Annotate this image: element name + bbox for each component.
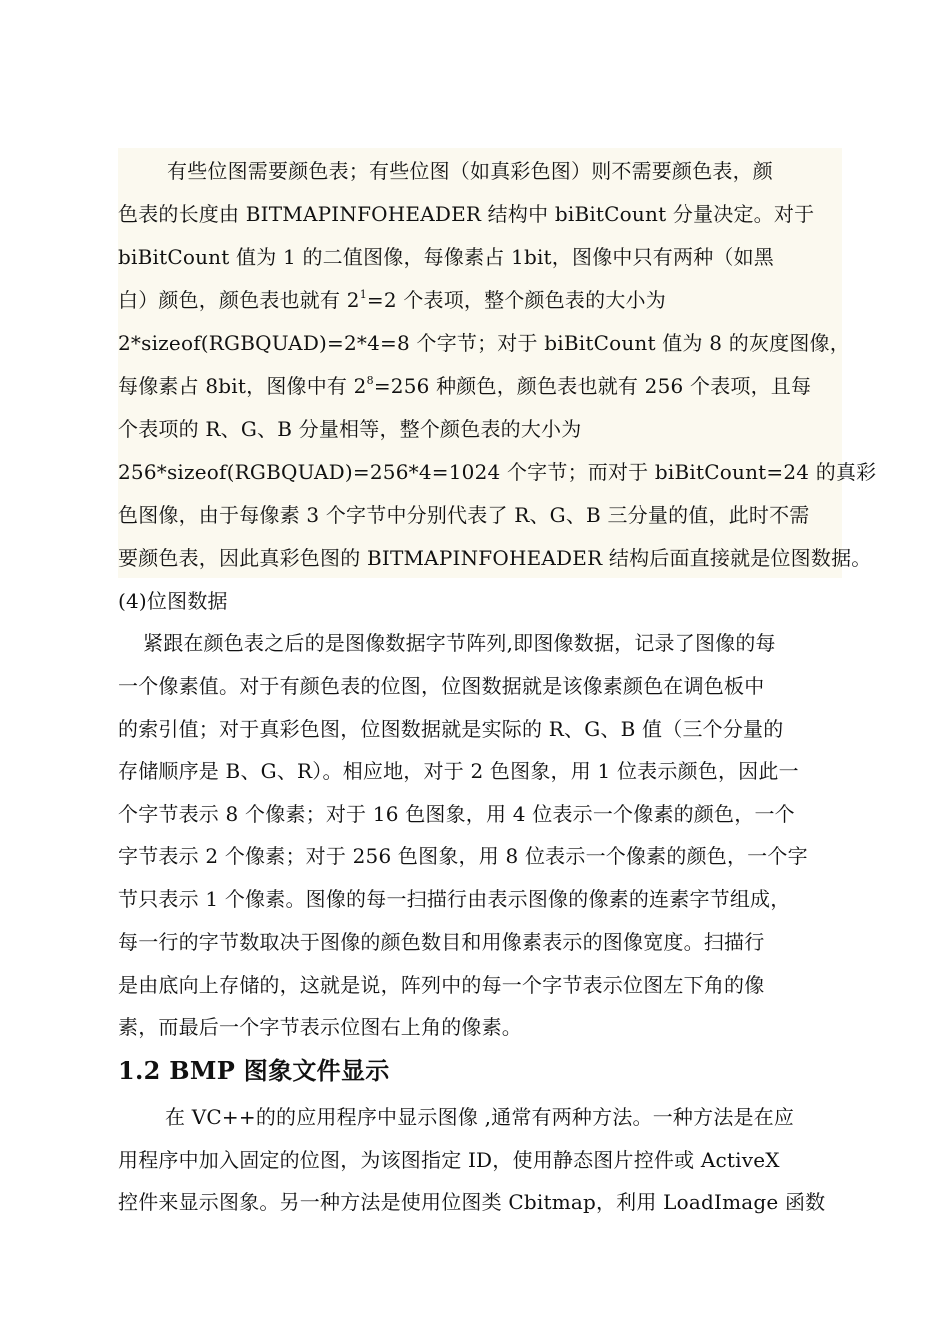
superscript: 8 <box>366 374 374 387</box>
section-title: (4)位图数据 <box>118 589 228 613</box>
text-fragment: 白）颜色，颜色表也就有 2 <box>118 288 360 312</box>
text-line: 要颜色表，因此真彩色图的 BITMAPINFOHEADER 结构后面直接就是位图数据。 <box>118 546 872 570</box>
text-line: 个字节表示 8 个像素；对于 16 色图象，用 4 位表示一个像素的颜色，一个 <box>118 802 795 826</box>
text-line: 紧跟在颜色表之后的是图像数据字节阵列,即图像数据，记录了图像的每 <box>143 631 776 655</box>
text-line: 控件来显示图象。另一种方法是使用位图类 Cbitmap，利用 LoadImage 函数 <box>118 1190 826 1214</box>
text-fragment: 每像素占 8bit，图像中有 2 <box>118 374 367 398</box>
text-line: 2*sizeof(RGBQUAD)=2*4=8 个字节；对于 biBitCount 值为 8 的灰度图像， <box>118 331 850 355</box>
text-line: 在 VC++的的应用程序中显示图像 ,通常有两种方法。一种方法是在应 <box>165 1105 795 1129</box>
text-line: 有些位图需要颜色表；有些位图（如真彩色图）则不需要颜色表，颜 <box>167 159 773 183</box>
text-line: 一个像素值。对于有颜色表的位图，位图数据就是该像素颜色在调色板中 <box>118 674 765 698</box>
superscript: 1 <box>359 288 367 301</box>
section-heading: 1.2 BMP 图象文件显示 <box>118 1056 390 1085</box>
text-line: 个表项的 R、G、B 分量相等，整个颜色表的大小为 <box>118 417 582 441</box>
text-line: 色图像，由于每像素 3 个字节中分别代表了 R、G、B 三分量的值，此时不需 <box>118 503 810 527</box>
text-line: 存储顺序是 B、G、R）。相应地，对于 2 色图象，用 1 位表示颜色，因此一 <box>118 759 799 783</box>
text-line-with-superscript <box>118 371 811 401</box>
text-line-with-superscript <box>118 285 666 315</box>
text-line: 字节表示 2 个像素；对于 256 色图象，用 8 位表示一个像素的颜色，一个字 <box>118 844 808 868</box>
text-line: 节只表示 1 个像素。图像的每一扫描行由表示图像的像素的连素字节组成， <box>118 887 791 911</box>
text-line: 色表的长度由 BITMAPINFOHEADER 结构中 biBitCount 分量决定。对于 <box>118 202 815 226</box>
text-line: 每一行的字节数取决于图像的颜色数目和用像素表示的图像宽度。扫描行 <box>118 930 765 954</box>
text-fragment: =256 种颜色，颜色表也就有 256 个表项，且每 <box>373 374 812 398</box>
text-line: 是由底向上存储的，这就是说，阵列中的每一个字节表示位图左下角的像 <box>118 973 765 997</box>
text-line: 素，而最后一个字节表示位图右上角的像素。 <box>118 1015 522 1039</box>
text-fragment: =2 个表项，整个颜色表的大小为 <box>366 288 666 312</box>
text-line: 的索引值；对于真彩色图，位图数据就是实际的 R、G、B 值（三个分量的 <box>118 717 784 741</box>
text-line: biBitCount 值为 1 的二值图像，每像素占 1bit，图像中只有两种（如黑 <box>118 245 774 269</box>
text-line: 用程序中加入固定的位图，为该图指定 ID，使用静态图片控件或 ActiveX <box>118 1148 780 1172</box>
text-line: 256*sizeof(RGBQUAD)=256*4=1024 个字节；而对于 biBitCount=24 的真彩 <box>118 460 877 484</box>
